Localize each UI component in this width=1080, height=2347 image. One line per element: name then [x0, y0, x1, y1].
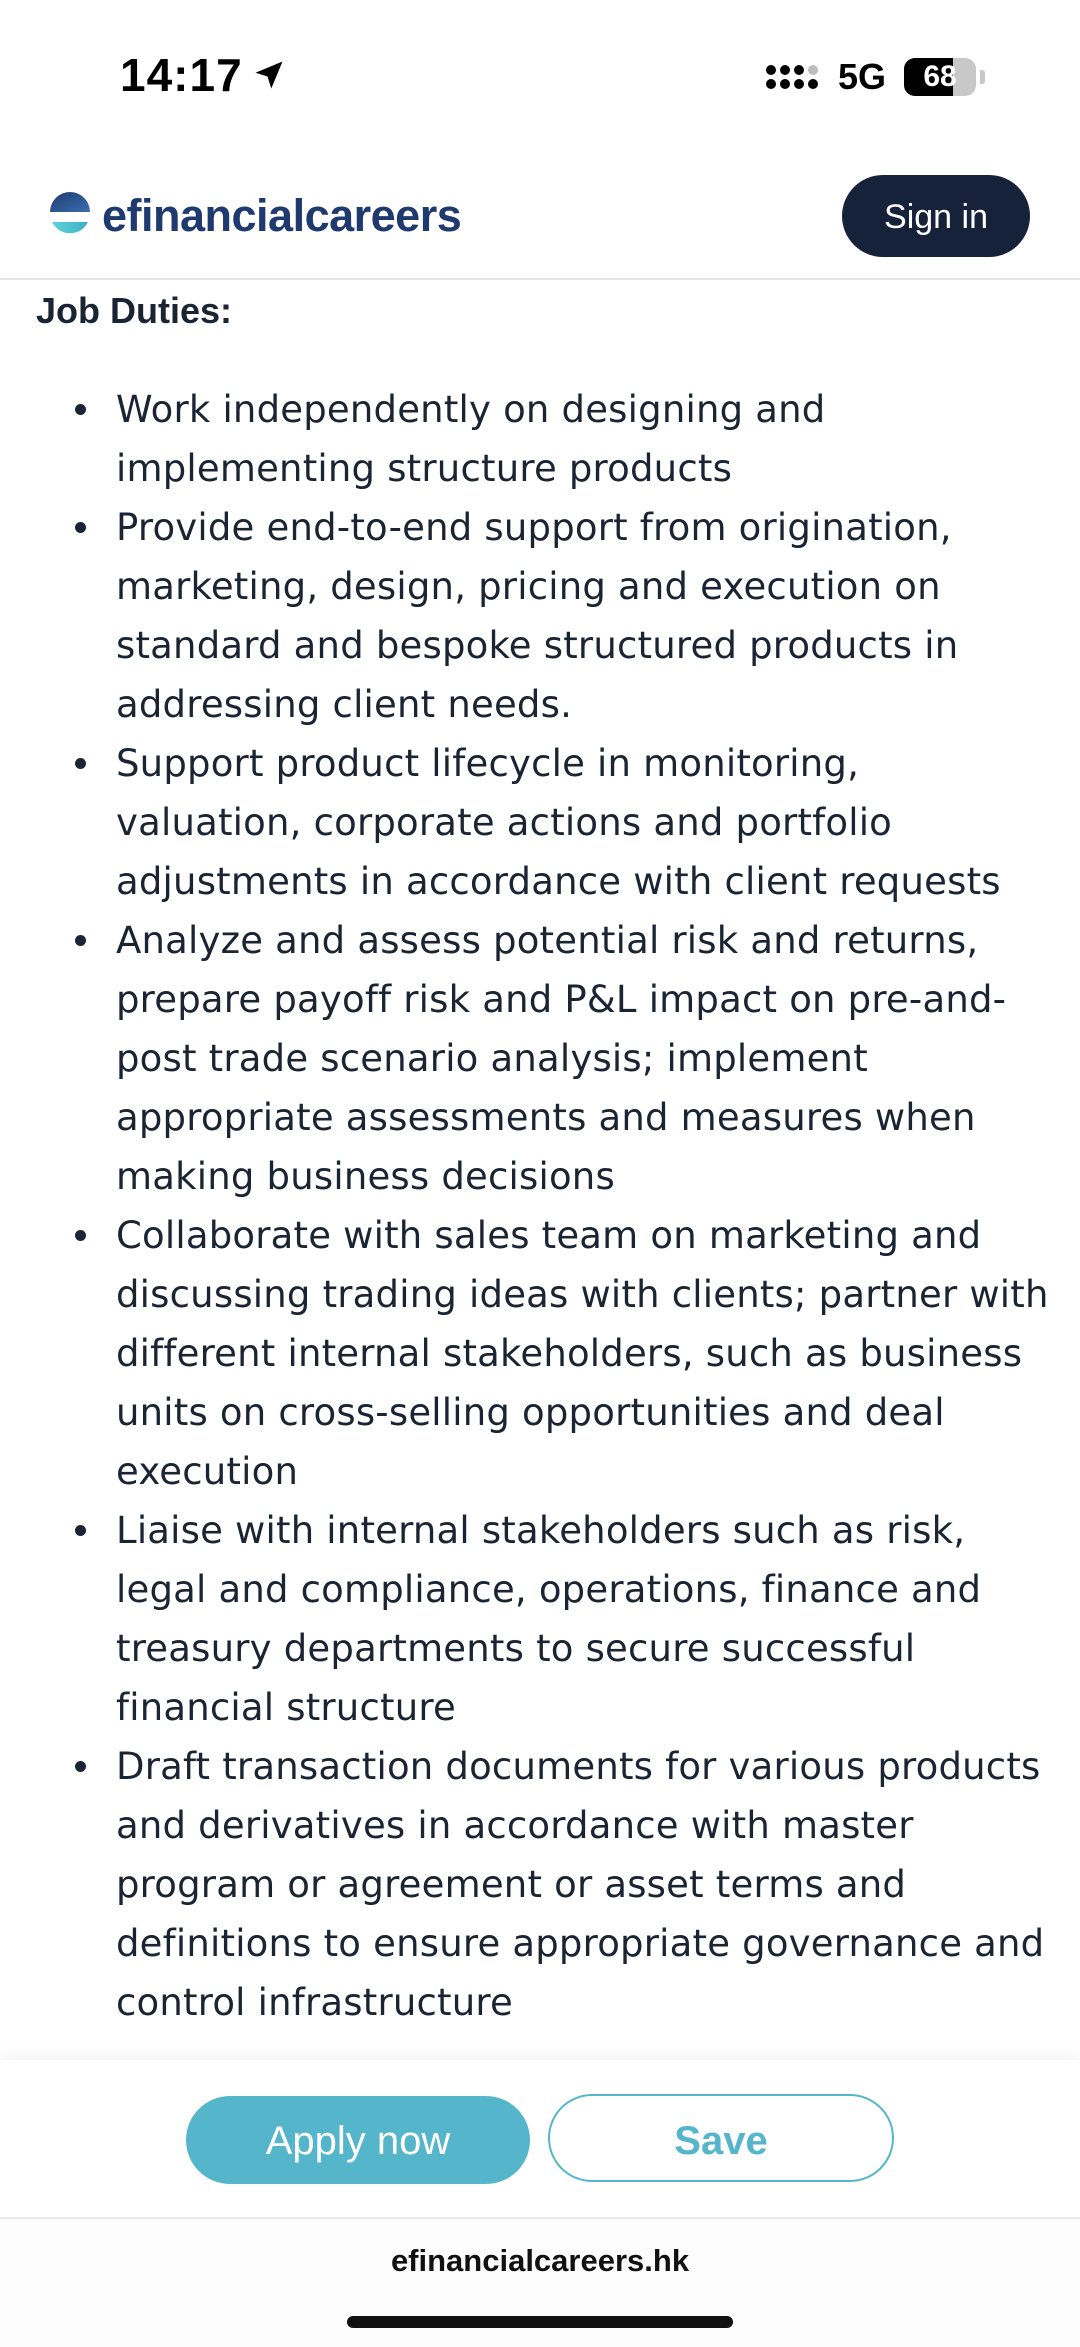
battery-icon: [904, 58, 976, 96]
signal-icon: [766, 65, 820, 89]
status-indicators: [766, 56, 985, 98]
url-text[interactable]: efinancialcareers.hk: [390, 2243, 690, 2278]
status-bar: [0, 0, 1080, 150]
apply-now-button[interactable]: Apply now: [186, 2096, 530, 2184]
action-bar: [0, 2060, 1080, 2219]
brand-logo[interactable]: [46, 190, 461, 242]
duty-item: Liaise with internal stakeholders such as risk, legal and compliance, operations, finance and treasury departments to secure successful financial structure: [0, 1501, 1080, 1737]
section-heading: Job Duties:: [36, 290, 233, 331]
duty-item: Provide end-to-end support from origination, marketing, design, pricing and execution on standard and bespoke structured products in addressing client needs.: [0, 498, 1080, 734]
status-time: [120, 48, 287, 102]
job-duties-list: [0, 380, 1080, 2032]
duty-item: Analyze and assess potential risk and returns, prepare payoff risk and P&L impact on pre-and-post trade scenario analysis; implement appropriate assessments and measures when making business decisions: [0, 911, 1080, 1206]
job-description: [0, 280, 1080, 2060]
location-arrow-icon: [251, 57, 287, 93]
status-time-text: 14:17: [120, 49, 243, 101]
duty-item: Work independently on designing and implementing structure products: [0, 380, 1080, 498]
duty-item: Draft transaction documents for various products and derivatives in accordance with master program or agreement or asset terms and definitions to ensure appropriate governance and control infrastructure: [0, 1737, 1080, 2032]
home-indicator[interactable]: [347, 2316, 733, 2328]
duty-item: Collaborate with sales team on marketing and discussing trading ideas with clients; partner with different internal stakeholders, such as business units on cross-selling opportunities and deal execution: [0, 1206, 1080, 1501]
battery-nub: [980, 70, 985, 84]
sign-in-button[interactable]: Sign in: [842, 175, 1030, 257]
network-label: 5G: [837, 56, 886, 97]
browser-url-bar: [0, 2219, 1080, 2347]
site-header: [0, 150, 1080, 280]
duty-item: Support product lifecycle in monitoring, valuation, corporate actions and portfolio adjustments in accordance with client requests: [0, 734, 1080, 911]
efc-logo-icon: [46, 192, 94, 240]
brand-name: efinancialcareers: [102, 190, 462, 241]
battery-level: 68: [923, 60, 957, 93]
save-button[interactable]: Save: [548, 2094, 894, 2182]
